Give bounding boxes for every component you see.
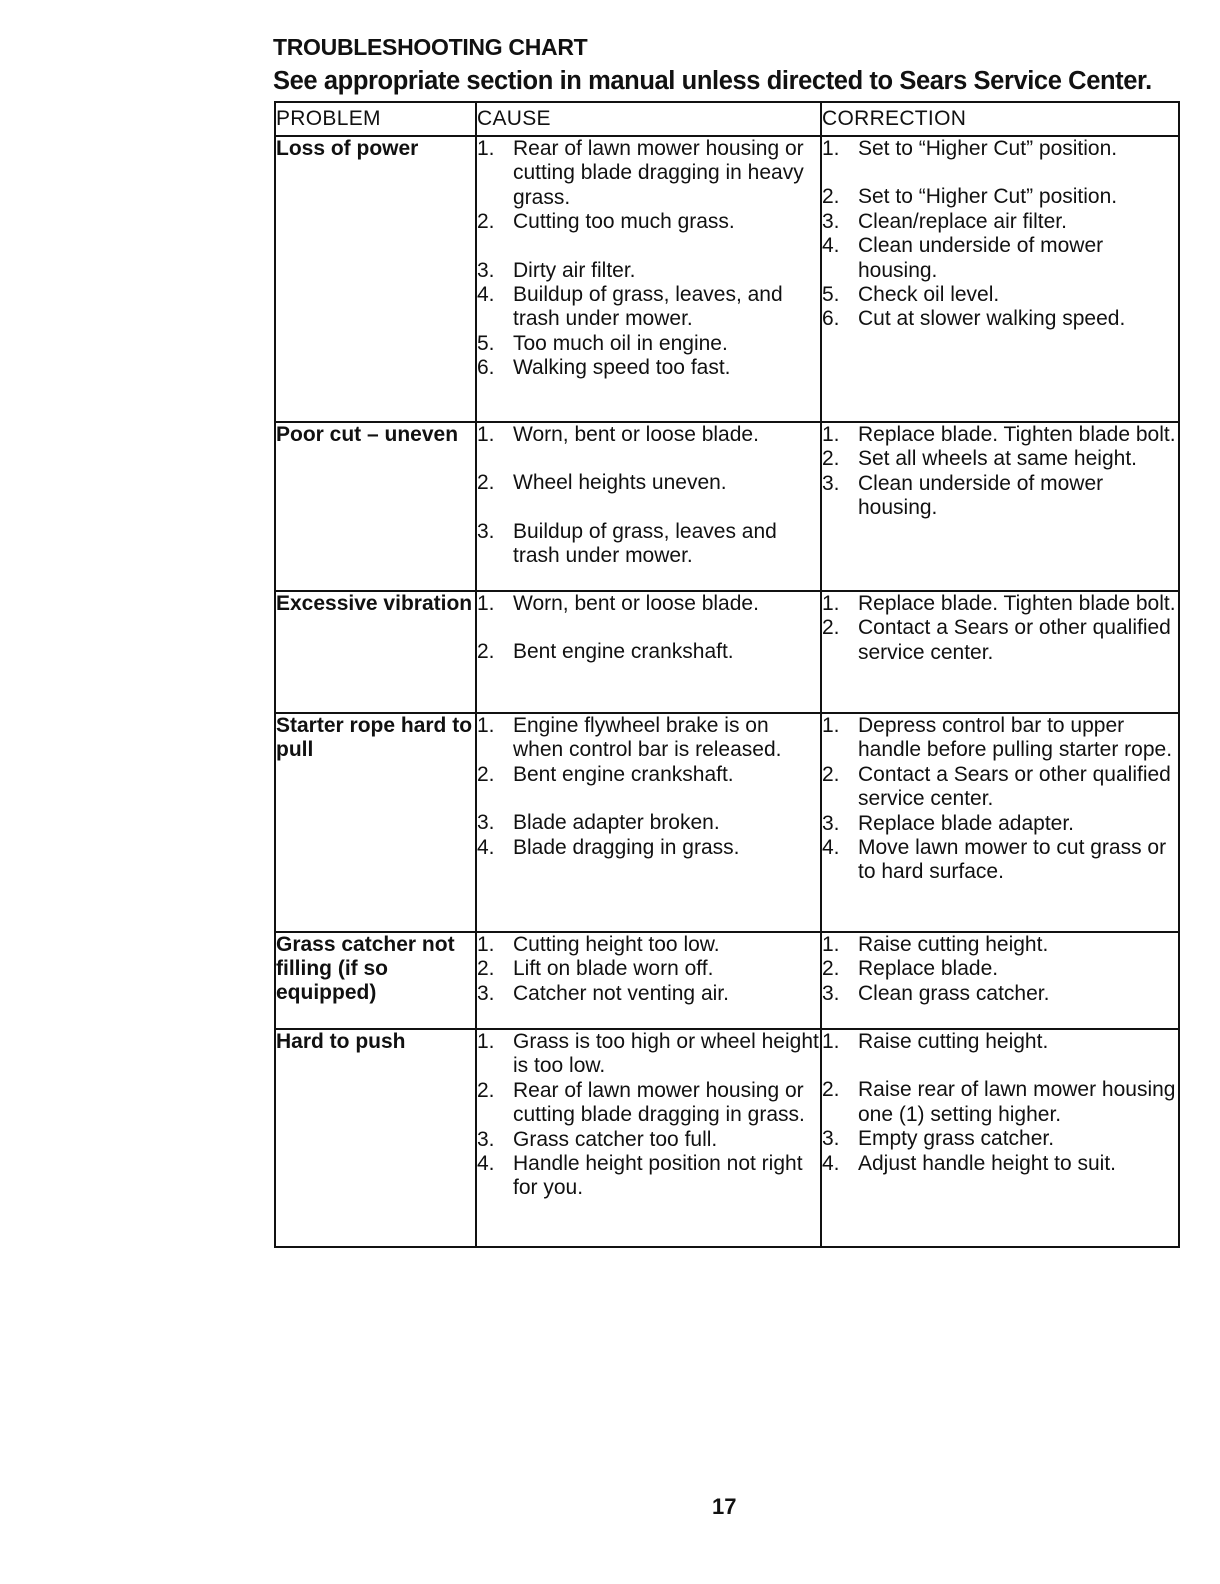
list-item — [822, 423, 1178, 447]
list-item — [477, 283, 820, 332]
item-number: 2. — [477, 957, 495, 981]
header-cause: CAUSE — [476, 102, 821, 136]
item-text: Lift on blade worn off. — [513, 957, 714, 981]
item-text: Raise cutting height. — [858, 933, 1049, 956]
correction-cell — [821, 1029, 1179, 1247]
item-number: 2. — [822, 762, 840, 786]
item-text: Contact a Sears or other qualified service center. — [858, 762, 1171, 811]
item-text: Clean grass catcher. — [858, 981, 1050, 1005]
item-text: Cutting too much grass. — [513, 210, 735, 234]
item-number: 2. — [477, 1078, 495, 1102]
item-number: 3. — [477, 981, 495, 1005]
item-number: 3. — [477, 811, 495, 835]
list-item — [822, 307, 1178, 331]
list-item — [822, 714, 1178, 763]
list-item — [477, 137, 820, 210]
item-text: Contact a Sears or other qualified service center. — [858, 616, 1171, 664]
item-text: Set to “Higher Cut” position. — [858, 137, 1118, 160]
list-item — [477, 210, 820, 234]
item-number: 5. — [477, 331, 495, 355]
list-item — [822, 185, 1178, 209]
item-number: 4. — [477, 283, 495, 307]
table-header-row — [275, 102, 1179, 136]
item-number: 1. — [822, 423, 840, 446]
list-item — [477, 332, 820, 356]
item-number: 3. — [477, 519, 495, 543]
item-text: Move lawn mower to cut grass or to hard surface. — [858, 836, 1167, 884]
item-number: 1. — [822, 714, 840, 737]
list-item — [822, 836, 1178, 885]
list-item — [477, 1152, 820, 1201]
cause-cell — [476, 422, 821, 591]
item-text: Cut at slower walking speed. — [858, 307, 1126, 331]
item-text: Dirty air filter. — [513, 258, 636, 282]
item-number: 1. — [477, 137, 495, 160]
item-text: Grass is too high or wheel height is too low. — [513, 1030, 819, 1078]
header-problem: PROBLEM — [275, 102, 476, 136]
item-number: 2. — [822, 616, 840, 640]
item-text: Buildup of grass, leaves and trash under mower. — [513, 519, 777, 568]
item-number: 2. — [822, 1078, 840, 1102]
problem-cell: Starter rope hard to pull — [275, 713, 476, 932]
item-text: Walking speed too fast. — [513, 356, 731, 380]
item-text: Cutting height too low. — [513, 933, 720, 956]
item-number: 4. — [822, 836, 840, 860]
item-text: Worn, bent or loose blade. — [513, 423, 759, 446]
chart-title: TROUBLESHOOTING CHART — [273, 34, 588, 60]
cause-cell — [476, 591, 821, 713]
item-text: Grass catcher too full. — [513, 1127, 718, 1151]
item-number: 2. — [477, 762, 495, 786]
problem-cell: Excessive vibration — [275, 591, 476, 713]
item-text: Replace blade adapter. — [858, 811, 1074, 835]
cause-cell — [476, 713, 821, 932]
correction-cell — [821, 136, 1179, 422]
list-item — [477, 423, 820, 447]
list-item — [822, 1127, 1178, 1151]
item-number: 4. — [477, 835, 495, 859]
item-text: Empty grass catcher. — [858, 1127, 1055, 1151]
list-item — [822, 763, 1178, 812]
list-item — [822, 283, 1178, 307]
correction-cell — [821, 932, 1179, 1029]
item-number: 1. — [822, 137, 840, 160]
list-item — [477, 1128, 820, 1152]
item-text: Check oil level. — [858, 283, 1000, 307]
correction-cell — [821, 713, 1179, 932]
list-item — [822, 592, 1178, 616]
list-item — [477, 1030, 820, 1079]
item-text: Bent engine crankshaft. — [513, 640, 734, 664]
item-text: Worn, bent or loose blade. — [513, 592, 759, 615]
item-number: 6. — [822, 307, 840, 331]
header-correction: CORRECTION — [821, 102, 1179, 136]
table-row — [275, 713, 1179, 932]
item-text: Wheel heights uneven. — [513, 471, 727, 495]
item-text: Clean underside of mower housing. — [858, 234, 1104, 282]
item-number: 3. — [822, 209, 840, 233]
table-row — [275, 1029, 1179, 1247]
list-item — [477, 811, 820, 835]
list-item — [822, 137, 1178, 161]
list-item — [477, 520, 820, 569]
item-text: Rear of lawn mower housing or cutting blade dragging in heavy grass. — [513, 137, 804, 209]
item-text: Engine flywheel brake is on when control bar is released. — [513, 714, 782, 762]
table-row — [275, 591, 1179, 713]
list-item — [477, 356, 820, 380]
list-item — [822, 812, 1178, 836]
list-item — [822, 210, 1178, 234]
item-text: Too much oil in engine. — [513, 331, 728, 355]
cause-cell — [476, 932, 821, 1029]
problem-cell: Hard to push — [275, 1029, 476, 1247]
list-item — [477, 640, 820, 664]
item-text: Rear of lawn mower housing or cutting blade dragging in grass. — [513, 1078, 805, 1127]
list-item — [822, 1152, 1178, 1176]
chart-subtitle: See appropriate section in manual unless directed to Sears Service Center. — [273, 67, 1152, 95]
item-number: 5. — [822, 283, 840, 307]
correction-cell — [821, 422, 1179, 591]
item-text: Clean/replace air filter. — [858, 209, 1067, 233]
item-number: 1. — [477, 714, 495, 737]
item-number: 1. — [477, 592, 495, 615]
item-text: Blade dragging in grass. — [513, 835, 740, 859]
item-number: 6. — [477, 356, 495, 380]
item-number: 1. — [477, 1030, 495, 1053]
list-item — [477, 982, 820, 1006]
item-number: 2. — [822, 447, 840, 471]
list-item — [822, 472, 1178, 521]
list-item — [822, 1030, 1178, 1054]
list-item — [477, 1079, 820, 1128]
list-item — [477, 763, 820, 787]
item-number: 4. — [477, 1152, 495, 1176]
item-number: 2. — [822, 957, 840, 981]
item-text: Replace blade. Tighten blade bolt. — [858, 592, 1176, 615]
list-item — [477, 957, 820, 981]
page-number: 17 — [712, 1494, 737, 1519]
item-text: Set to “Higher Cut” position. — [858, 185, 1118, 209]
item-number: 2. — [477, 640, 495, 664]
list-item — [477, 836, 820, 860]
list-item — [822, 957, 1178, 981]
item-text: Bent engine crankshaft. — [513, 762, 734, 786]
item-text: Clean underside of mower housing. — [858, 471, 1104, 520]
item-number: 3. — [477, 258, 495, 282]
item-number: 2. — [822, 185, 840, 209]
problem-cell: Loss of power — [275, 136, 476, 422]
item-text: Raise cutting height. — [858, 1030, 1049, 1053]
item-text: Catcher not venting air. — [513, 981, 729, 1005]
list-item — [822, 616, 1178, 665]
item-number: 1. — [822, 592, 840, 615]
list-item — [822, 447, 1178, 471]
item-number: 3. — [822, 811, 840, 835]
item-number: 3. — [822, 981, 840, 1005]
item-text: Depress control bar to upper handle before pulling starter rope. — [858, 714, 1173, 762]
table-row — [275, 422, 1179, 591]
problem-cell: Grass catcher not filling (if so equipped) — [275, 932, 476, 1029]
list-item — [822, 234, 1178, 283]
item-text: Handle height position not right for you. — [513, 1152, 803, 1200]
item-text: Adjust handle height to suit. — [858, 1151, 1117, 1175]
item-number: 1. — [822, 1030, 840, 1053]
item-number: 3. — [822, 471, 840, 495]
list-item — [477, 592, 820, 616]
list-item — [477, 259, 820, 283]
item-text: Replace blade. — [858, 957, 999, 981]
list-item — [822, 982, 1178, 1006]
table-row — [275, 136, 1179, 422]
cause-cell — [476, 136, 821, 422]
item-number: 2. — [477, 471, 495, 495]
item-text: Blade adapter broken. — [513, 811, 720, 835]
item-number: 2. — [477, 210, 495, 234]
item-number: 3. — [477, 1127, 495, 1151]
correction-cell — [821, 591, 1179, 713]
list-item — [822, 933, 1178, 957]
item-text: Raise rear of lawn mower housing one (1) setting higher. — [858, 1078, 1176, 1126]
item-number: 1. — [822, 933, 840, 956]
item-text: Buildup of grass, leaves, and trash under mower. — [513, 283, 783, 331]
item-number: 1. — [477, 423, 495, 446]
cause-cell — [476, 1029, 821, 1247]
item-number: 1. — [477, 933, 495, 956]
item-number: 3. — [822, 1127, 840, 1151]
list-item — [477, 714, 820, 763]
table-row — [275, 932, 1179, 1029]
list-item — [477, 471, 820, 495]
troubleshooting-table — [274, 101, 1180, 1248]
item-text: Replace blade. Tighten blade bolt. — [858, 423, 1176, 446]
list-item — [477, 933, 820, 957]
item-number: 4. — [822, 1151, 840, 1175]
list-item — [822, 1078, 1178, 1127]
item-text: Set all wheels at same height. — [858, 447, 1137, 471]
item-number: 4. — [822, 234, 840, 258]
problem-cell: Poor cut – uneven — [275, 422, 476, 591]
